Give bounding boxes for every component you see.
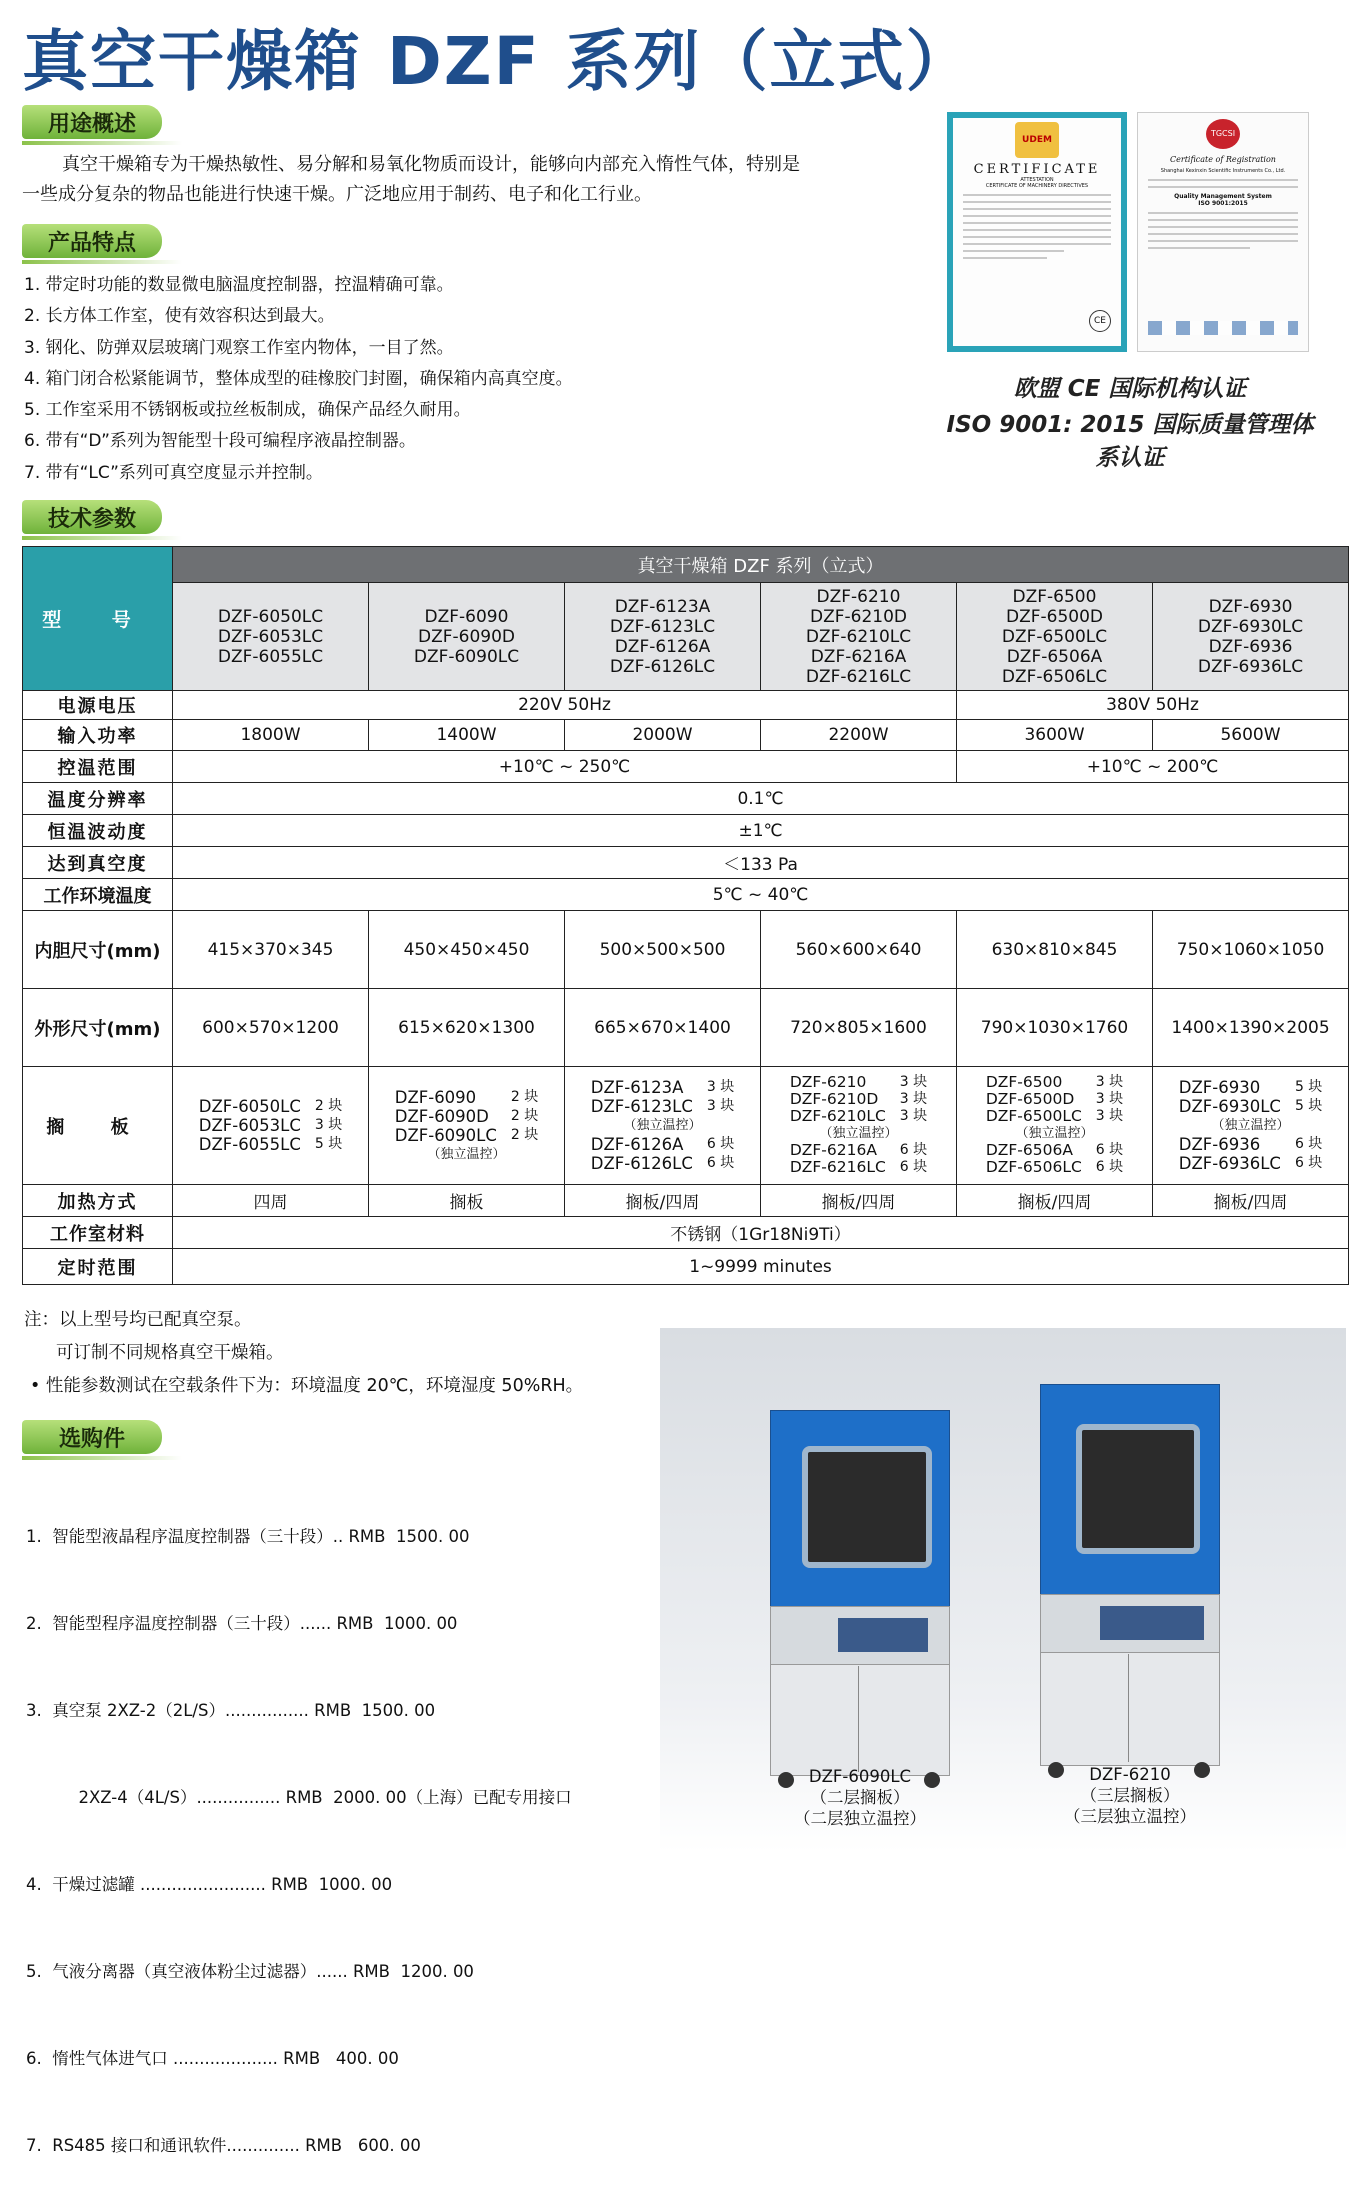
option-item: 2XZ-4（4L/S）................ RMB 2000. 00（上海）已配专用接口 bbox=[26, 1788, 572, 1807]
option-item: 3. 真空泵 2XZ-2（2L/S）................ RMB 1500. 00 bbox=[26, 1701, 436, 1720]
env-value: 5℃ ~ 40℃ bbox=[173, 879, 1349, 911]
feature-item: 4. 箱门闭合松紧能调节，整体成型的硅橡胶门封圈，确保箱内高真空度。 bbox=[24, 368, 573, 389]
input-cell: 5600W bbox=[1153, 720, 1349, 751]
ce-cert-sub: ATTESTATION CERTIFICATE OF MACHINERY DIRECTIVES bbox=[985, 177, 1089, 189]
note-line: 注：以上型号均已配真空泵。 bbox=[24, 1310, 252, 1330]
input-cell: 2200W bbox=[761, 720, 957, 751]
heat-cell: 搁板/四周 bbox=[761, 1185, 957, 1217]
row-label-power: 电源电压 bbox=[23, 691, 173, 720]
spec-table bbox=[22, 546, 1349, 1285]
shelf-cell: DZF-6090 2 块 DZF-6090D 2 块 DZF-6090LC 2 块 （独立温控） bbox=[369, 1067, 565, 1185]
iso-cert-company: Shanghai Kexinxin Scientific Instruments Co., Ltd. bbox=[1160, 168, 1286, 174]
features-list bbox=[24, 270, 764, 489]
fluct-value: ±1℃ bbox=[173, 815, 1349, 847]
outer-cell: 720×805×1600 bbox=[761, 989, 957, 1067]
inner-cell: 500×500×500 bbox=[565, 911, 761, 989]
input-cell: 1800W bbox=[173, 720, 369, 751]
feature-item: 5. 工作室采用不锈钢板或拉丝板制成，确保产品经久耐用。 bbox=[24, 400, 471, 421]
input-cell: 3600W bbox=[957, 720, 1153, 751]
cert-caption-iso: ISO 9001: 2015 国际质量管理体系认证 bbox=[946, 412, 1314, 471]
outer-cell: 665×670×1400 bbox=[565, 989, 761, 1067]
option-item: 1. 智能型液晶程序温度控制器（三十段）.. RMB 1500. 00 bbox=[26, 1527, 470, 1546]
heat-cell: 四周 bbox=[173, 1185, 369, 1217]
inner-cell: 560×600×640 bbox=[761, 911, 957, 989]
feature-item: 1. 带定时功能的数显微电脑温度控制器，控温精确可靠。 bbox=[24, 275, 454, 295]
outer-cell: 600×570×1200 bbox=[173, 989, 369, 1067]
feature-item: 2. 长方体工作室，使有效容积达到最大。 bbox=[24, 306, 335, 327]
ce-certificate-image bbox=[947, 112, 1127, 352]
shelf-cell: DZF-6930 5 块 DZF-6930LC 5 块 （独立温控） DZF-6936 6 块 DZF-6936LC 6 块 bbox=[1153, 1067, 1349, 1185]
shelf-cell: DZF-6050LC 2 块 DZF-6053LC 3 块 DZF-6055LC 5 块 bbox=[173, 1067, 369, 1185]
power-220: 220V 50Hz bbox=[173, 691, 957, 720]
inner-cell: 415×370×345 bbox=[173, 911, 369, 989]
model-cell: DZF-6930 DZF-6930LC DZF-6936 DZF-6936LC bbox=[1153, 583, 1349, 691]
caption-dzf-6210 bbox=[1020, 1764, 1240, 1827]
row-label-input: 输入功率 bbox=[23, 720, 173, 751]
table-header: 真空干燥箱 DZF 系列（立式） bbox=[173, 547, 1349, 583]
row-label-shelf: 搁 板 bbox=[23, 1067, 173, 1185]
vacuum-value: ＜133 Pa bbox=[173, 847, 1349, 879]
heat-cell: 搁板 bbox=[369, 1185, 565, 1217]
model-cell: DZF-6210 DZF-6210D DZF-6210LC DZF-6216A DZF-6216LC bbox=[761, 583, 957, 691]
input-cell: 1400W bbox=[369, 720, 565, 751]
section-usage-heading: 用途概述 bbox=[22, 105, 162, 139]
note-line: 可订制不同规格真空干燥箱。 bbox=[56, 1343, 284, 1363]
heat-cell: 搁板/四周 bbox=[957, 1185, 1153, 1217]
inner-cell: 450×450×450 bbox=[369, 911, 565, 989]
power-380: 380V 50Hz bbox=[957, 691, 1349, 720]
iso-cert-standard: ISO 9001:2015 bbox=[1198, 200, 1248, 207]
notes bbox=[24, 1304, 664, 1403]
section-features-heading: 产品特点 bbox=[22, 224, 162, 258]
option-item: 4. 干燥过滤罐 ........................ RMB 1000. 00 bbox=[26, 1875, 393, 1894]
section-options-heading: 选购件 bbox=[22, 1420, 162, 1454]
outer-cell: 1400×1390×2005 bbox=[1153, 989, 1349, 1067]
caption-line2: （二层独立温控） bbox=[794, 1809, 926, 1828]
feature-item: 6. 带有“D”系列为智能型十段可编程序液晶控制器。 bbox=[24, 431, 416, 452]
material-value: 不锈钢（1Gr18Ni9Ti） bbox=[173, 1217, 1349, 1249]
iso-cert-system: Quality Management System bbox=[1174, 193, 1272, 200]
page-title: 真空干燥箱 DZF 系列（立式） bbox=[22, 23, 974, 100]
caption-line1: （三层搁板） bbox=[1080, 1786, 1180, 1805]
outer-cell: 615×620×1300 bbox=[369, 989, 565, 1067]
usage-text-1: 真空干燥箱专为干燥热敏性、易分解和易氧化物质而设计，能够向内部充入惰性气体，特别是 bbox=[62, 154, 800, 175]
cert-caption-ce: 欧盟 CE 国际机构认证 bbox=[1013, 376, 1247, 402]
option-item: 2. 智能型程序温度控制器（三十段）...... RMB 1000. 00 bbox=[26, 1614, 458, 1633]
inner-cell: 630×810×845 bbox=[957, 911, 1153, 989]
row-label-outer: 外形尺寸(mm) bbox=[23, 989, 173, 1067]
shelf-cell: DZF-6210 3 块 DZF-6210D 3 块 DZF-6210LC 3 块 （独立温控） DZF-6216A 6 块 DZF-6216LC 6 块 bbox=[761, 1067, 957, 1185]
heat-cell: 搁板/四周 bbox=[565, 1185, 761, 1217]
cabinet-dzf-6210-image bbox=[1040, 1384, 1218, 1774]
row-label-inner: 内胆尺寸(mm) bbox=[23, 911, 173, 989]
iso-cert-title: Certificate of Registration bbox=[1170, 155, 1276, 164]
product-photo-panel bbox=[660, 1328, 1346, 1852]
range-a: +10℃ ~ 250℃ bbox=[173, 751, 957, 783]
ce-cert-title: CERTIFICATE bbox=[973, 162, 1101, 177]
row-label-timer: 定时范围 bbox=[23, 1249, 173, 1285]
caption-model: DZF-6090LC bbox=[808, 1767, 912, 1786]
model-cell: DZF-6123A DZF-6123LC DZF-6126A DZF-6126LC bbox=[565, 583, 761, 691]
ce-mark-icon: CE bbox=[1089, 310, 1111, 332]
model-cell: DZF-6090 DZF-6090D DZF-6090LC bbox=[369, 583, 565, 691]
timer-value: 1~9999 minutes bbox=[173, 1249, 1349, 1285]
row-label-vacuum: 达到真空度 bbox=[23, 847, 173, 879]
option-item: 7. RS485 接口和通讯软件.............. RMB 600. 00 bbox=[26, 2136, 421, 2155]
heat-cell: 搁板/四周 bbox=[1153, 1185, 1349, 1217]
model-cell: DZF-6050LC DZF-6053LC DZF-6055LC bbox=[173, 583, 369, 691]
section-specs-heading: 技术参数 bbox=[22, 500, 162, 534]
row-label-heat: 加热方式 bbox=[23, 1185, 173, 1217]
usage-text-2: 一些成分复杂的物品也能进行快速干燥。广泛地应用于制药、电子和化工行业。 bbox=[22, 184, 652, 205]
input-cell: 2000W bbox=[565, 720, 761, 751]
inner-cell: 750×1060×1050 bbox=[1153, 911, 1349, 989]
caption-model: DZF-6210 bbox=[1089, 1765, 1171, 1784]
feature-item: 7. 带有“LC”系列可真空度显示并控制。 bbox=[24, 462, 323, 483]
cabinet-dzf-6090lc-image bbox=[770, 1410, 948, 1780]
model-cell: DZF-6500 DZF-6500D DZF-6500LC DZF-6506A DZF-6506LC bbox=[957, 583, 1153, 691]
udem-logo: UDEM bbox=[1015, 122, 1059, 158]
shelf-cell: DZF-6123A 3 块 DZF-6123LC 3 块 （独立温控） DZF-6126A 6 块 DZF-6126LC 6 块 bbox=[565, 1067, 761, 1185]
row-label-range: 控温范围 bbox=[23, 751, 173, 783]
accreditation-logos bbox=[1148, 321, 1298, 335]
option-item: 6. 惰性气体进气口 .................... RMB 400. 00 bbox=[26, 2049, 399, 2068]
range-b: +10℃ ~ 200℃ bbox=[957, 751, 1349, 783]
row-label-fluct: 恒温波动度 bbox=[23, 815, 173, 847]
caption-line2: （三层独立温控） bbox=[1064, 1807, 1196, 1826]
shelf-cell: DZF-6500 3 块 DZF-6500D 3 块 DZF-6500LC 3 块 （独立温控） DZF-6506A 6 块 DZF-6506LC 6 块 bbox=[957, 1067, 1153, 1185]
model-label: 型 号 bbox=[23, 547, 173, 691]
caption-dzf-6090lc bbox=[750, 1766, 970, 1829]
option-item: 5. 气液分离器（真空液体粉尘过滤器）...... RMB 1200. 00 bbox=[26, 1962, 474, 1981]
row-label-material: 工作室材料 bbox=[23, 1217, 173, 1249]
tgcsi-logo: TGCSI bbox=[1206, 119, 1240, 149]
iso-certificate-image bbox=[1137, 112, 1309, 352]
row-label-env: 工作环境温度 bbox=[23, 879, 173, 911]
options-list bbox=[26, 1464, 646, 2189]
outer-cell: 790×1030×1760 bbox=[957, 989, 1153, 1067]
resolution-value: 0.1℃ bbox=[173, 783, 1349, 815]
feature-item: 3. 钢化、防弹双层玻璃门观察工作室内物体，一目了然。 bbox=[24, 337, 454, 358]
caption-line1: （二层搁板） bbox=[810, 1788, 910, 1807]
note-line: • 性能参数测试在空载条件下为：环境温度 20℃，环境湿度 50%RH。 bbox=[30, 1376, 584, 1396]
row-label-resolution: 温度分辨率 bbox=[23, 783, 173, 815]
